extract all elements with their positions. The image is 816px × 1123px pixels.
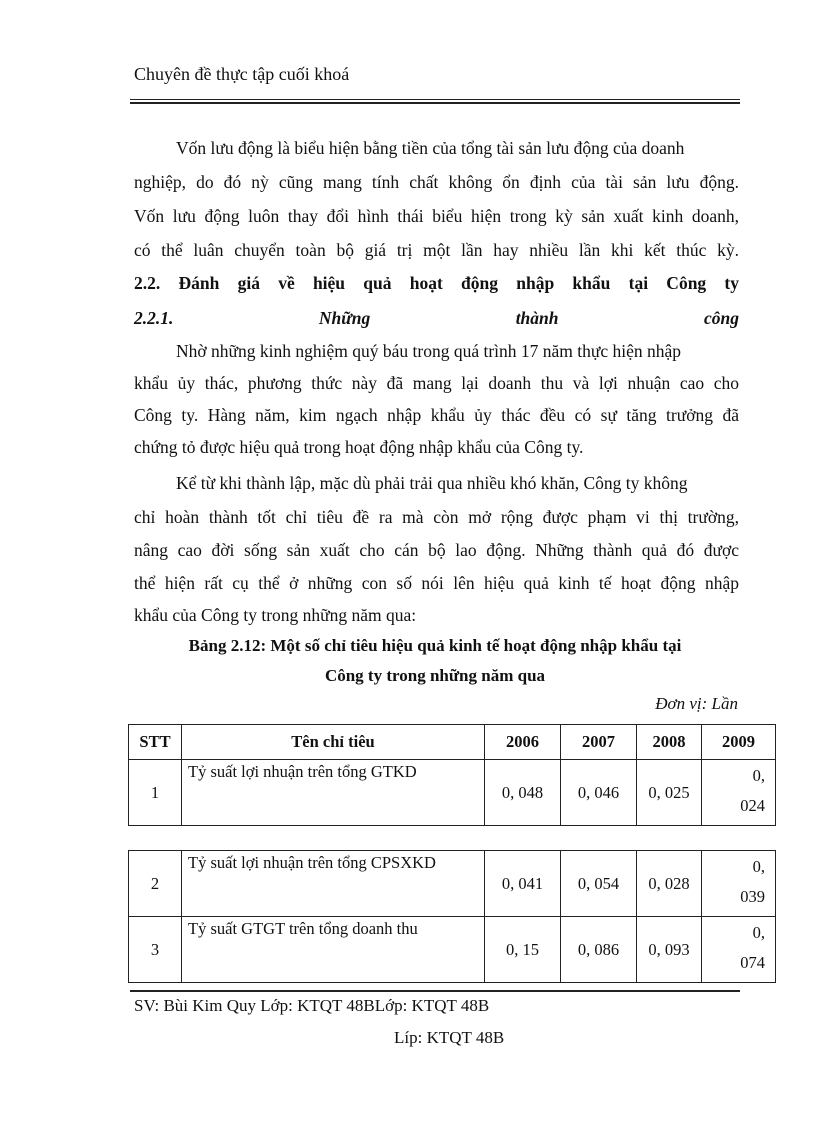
paragraph-3-line-2: chỉ hoàn thành tốt chỉ tiêu đề ra mà còn mở rộng được phạm vi thị trường,	[134, 507, 739, 527]
page-header-title: Chuyên đề thực tập cuối khoá	[134, 64, 350, 84]
cell-indicator-name: Tỷ suất lợi nhuận trên tổng GTKD	[182, 760, 485, 826]
cell-stt: 3	[129, 917, 182, 983]
paragraph-2-line-2: khẩu ủy thác, phương thức này đã mang lại doanh thu và lợi nhuận cao cho	[134, 373, 739, 393]
paragraph-3-line-1: Kể từ khi thành lập, mặc dù phải trải qua nhiều khó khăn, Công ty không	[176, 473, 688, 493]
table-row	[129, 851, 776, 917]
header-indicator-name: Tên chỉ tiêu	[182, 725, 485, 760]
cell-2006: 0, 15	[485, 917, 561, 983]
cell-2007: 0, 046	[561, 760, 637, 826]
cell-indicator-name: Tỷ suất GTGT trên tổng doanh thu	[182, 917, 485, 983]
cell-indicator-name: Tỷ suất lợi nhuận trên tổng CPSXKD	[182, 851, 485, 917]
indicators-table-part-2	[128, 850, 776, 983]
table-caption-line-2: Công ty trong những năm qua	[324, 666, 546, 685]
paragraph-2-line-1: Nhờ những kinh nghiệm quý báu trong quá trình 17 năm thực hiện nhập	[176, 341, 682, 361]
cell-2008: 0, 028	[637, 851, 702, 917]
header-2006: 2006	[485, 725, 561, 760]
heading-word-3: công	[703, 308, 739, 328]
paragraph-1-line-4: có thể luân chuyển toàn bộ giá trị một lần hay nhiều lần khi kết thúc kỳ.	[134, 240, 739, 260]
header-2007: 2007	[561, 725, 637, 760]
footer-rule	[130, 990, 740, 992]
cell-2009	[702, 851, 776, 917]
table-header-row	[129, 725, 776, 760]
table-caption-line-1: Bảng 2.12: Một số chỉ tiêu hiệu quả kinh tế hoạt động nhập khẩu tại	[188, 636, 682, 655]
header-rule-thick	[130, 102, 740, 104]
cell-2008: 0, 093	[637, 917, 702, 983]
heading-number: 2.2.1.	[134, 308, 174, 328]
paragraph-1-line-3: Vốn lưu động luôn thay đổi hình thái biểu hiện trong kỳ sản xuất kinh doanh,	[134, 206, 739, 226]
footer-class-info: Líp: KTQT 48B	[394, 1028, 505, 1047]
cell-2007: 0, 086	[561, 917, 637, 983]
heading-word-2: thành	[515, 308, 559, 328]
table-row	[129, 760, 776, 826]
table-row	[129, 917, 776, 983]
cell-stt: 2	[129, 851, 182, 917]
cell-2009-part-2: 074	[740, 953, 765, 972]
heading-word-1: Những	[318, 308, 371, 328]
cell-2009	[702, 917, 776, 983]
section-heading-2-2: 2.2. Đánh giá về hiệu quả hoạt động nhập khẩu tại Công ty	[134, 273, 739, 293]
cell-2009-part-2: 024	[740, 796, 765, 815]
paragraph-3-line-4: thể hiện rất cụ thể ở những con số nói lên hiệu quả kinh tế hoạt động nhập	[134, 573, 739, 593]
section-heading-2-2-1	[134, 307, 739, 329]
paragraph-2-line-3: Công ty. Hàng năm, kim ngạch nhập khẩu ủy thác đều có sự tăng trưởng đã	[134, 405, 739, 425]
cell-2009-part-1: 0,	[752, 766, 765, 785]
header-rule-thin	[130, 99, 740, 100]
paragraph-2-line-4: chứng tỏ được hiệu quả trong hoạt động nhập khẩu của Công ty.	[134, 437, 584, 457]
cell-2009-part-1: 0,	[752, 857, 765, 876]
paragraph-1-line-1: Vốn lưu động là biểu hiện bằng tiền của tổng tài sản lưu động của doanh	[176, 138, 685, 158]
paragraph-3-line-3: nâng cao đời sống sản xuất cho cán bộ lao động. Những thành quả đó được	[134, 540, 739, 560]
unit-label: Đơn vị: Lần	[655, 694, 738, 713]
header-stt: STT	[129, 725, 182, 760]
cell-stt: 1	[129, 760, 182, 826]
cell-2007: 0, 054	[561, 851, 637, 917]
cell-2006: 0, 048	[485, 760, 561, 826]
cell-2009-part-2: 039	[740, 887, 765, 906]
paragraph-1-line-2: nghiệp, do đó nỳ cũng mang tính chất không ổn định của tài sản lưu động.	[134, 172, 739, 192]
cell-2008: 0, 025	[637, 760, 702, 826]
cell-2009	[702, 760, 776, 826]
indicators-table-part-1	[128, 724, 776, 826]
footer-student-info: SV: Bùi Kim Quy Lớp: KTQT 48BLớp: KTQT 48B	[134, 996, 490, 1015]
cell-2006: 0, 041	[485, 851, 561, 917]
cell-2009-part-1: 0,	[752, 923, 765, 942]
paragraph-3-line-5: khẩu của Công ty trong những năm qua:	[134, 605, 417, 625]
header-2008: 2008	[637, 725, 702, 760]
header-2009: 2009	[702, 725, 776, 760]
